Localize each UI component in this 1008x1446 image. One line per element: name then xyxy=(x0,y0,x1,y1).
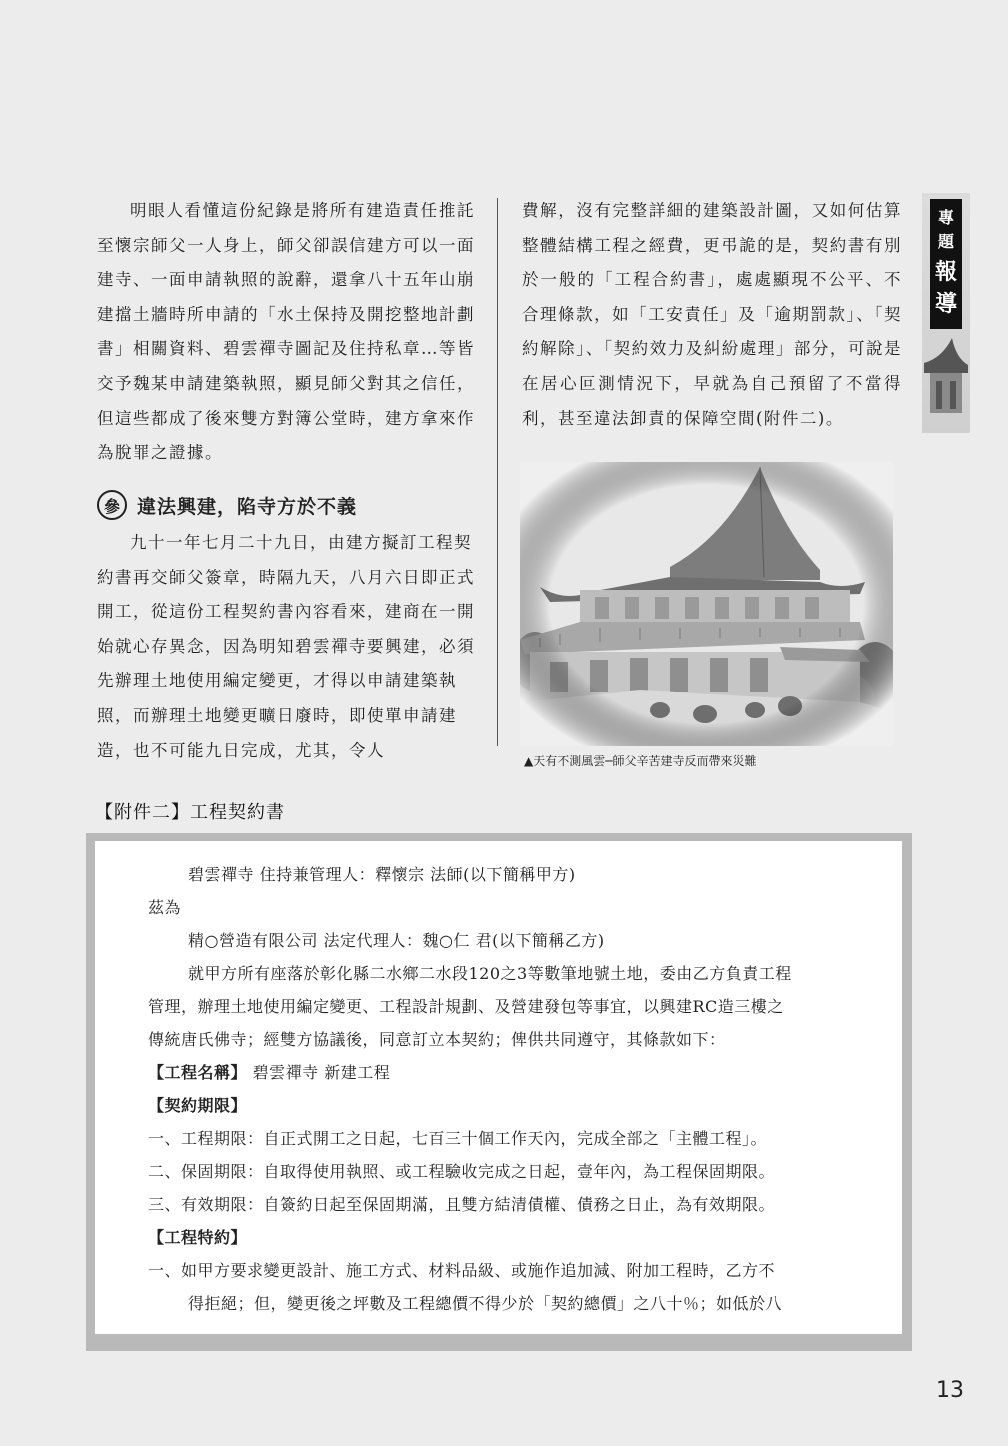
side-tab-char-3: 報 xyxy=(934,259,957,285)
contract-line: 茲為 xyxy=(148,898,182,917)
contract-clause: 二、保固期限：自取得使用執照、或工程驗收完成之日起，壹年內，為工程保固期限。 xyxy=(148,1162,776,1181)
contract-special-label: 【工程特約】 xyxy=(148,1228,248,1247)
contract-name-row xyxy=(148,1056,868,1089)
contract-name-value: 碧雲禪寺 新建工程 xyxy=(252,1063,391,1082)
contract-line: 管理，辦理土地使用編定變更、工程設計規劃、及營建發包等事宜，以興建RC造三樓之 xyxy=(148,997,784,1016)
side-tab-char-2: 題 xyxy=(937,232,954,251)
section-number-badge: 參 xyxy=(97,490,127,520)
pavilion-icon xyxy=(922,333,970,433)
contract-clause-continued: 得拒絕；但，變更後之坪數及工程總價不得少於「契約總價」之八十％；如低於八 xyxy=(188,1294,783,1313)
left-column-text xyxy=(97,194,475,471)
contract-line: 就甲方所有座落於彰化縣二水鄉二水段120之3等數筆地號土地，委由乙方負責工程 xyxy=(188,964,792,983)
contract-clause: 一、如甲方要求變更設計、施工方式、材料品級、或施作追加減、附加工程時，乙方不 xyxy=(148,1261,776,1280)
contract-clause: 一、工程期限：自正式開工之日起，七百三十個工作天內，完成全部之「主體工程」。 xyxy=(148,1129,768,1148)
contract-line: 傳統唐氏佛寺；經雙方協議後，同意訂立本契約；俾供共同遵守，其條款如下： xyxy=(148,1030,726,1049)
temple-photo xyxy=(520,462,893,746)
section-title: 違法興建，陷寺方於不義 xyxy=(137,495,358,518)
contract-clause: 三、有效期限：自簽約日起至保固期滿，且雙方結清債權、債務之日止，為有效期限。 xyxy=(148,1195,776,1214)
section-heading xyxy=(97,487,475,523)
photo-caption: ▲天有不測風雲─師父辛苦建寺反而帶來災難 xyxy=(524,754,757,768)
section-body xyxy=(97,526,475,768)
attachment-heading: 【附件二】工程契約書 xyxy=(95,802,285,823)
page-number: 13 xyxy=(936,1378,964,1403)
contract-name-label: 【工程名稱】 xyxy=(148,1063,248,1082)
paragraph-left: 明眼人看懂這份紀錄是將所有建造責任推託至懷宗師父一人身上，師父卻誤信建方可以一面建寺、一面申請執照的說辭，還拿八十五年山崩建擋土牆時所申請的「水土保持及開挖整地計劃書」相關資料、碧雲禪寺圖記及住持私章…等皆交予魏某申請建築執照，顯見師父對其之信任，但這些都成了後來雙方對簿公堂時，建方拿來作為脫罪之證據。 xyxy=(97,201,475,463)
contract-period-label: 【契約期限】 xyxy=(148,1096,248,1115)
side-tab-char-4: 導 xyxy=(934,291,957,317)
contract-text xyxy=(148,858,868,1320)
temple-illustration xyxy=(520,462,893,746)
column-divider xyxy=(497,198,498,746)
right-column-text xyxy=(522,194,902,436)
side-tab xyxy=(922,193,970,433)
contract-party-a: 碧雲禪寺 住持兼管理人：釋懷宗 法師(以下簡稱甲方) xyxy=(188,865,576,884)
paragraph-section3: 九十一年七月二十九日，由建方擬訂工程契約書再交師父簽章，時隔九天，八月六日即正式開工，從這份工程契約書內容看來，建商在一開始就心存異念，因為明知碧雲禪寺要興建，必須先辦理土地使用編定變更，才得以申請建築執照，而辦理土地變更曠日廢時，即使單申請建造，也不可能九日完成，尤其，令人 xyxy=(97,533,475,760)
paragraph-right: 費解，沒有完整詳細的建築設計圖，又如何估算整體結構工程之經費，更弔詭的是，契約書有別於一般的「工程合約書」，處處顯現不公平、不合理條款，如「工安責任」及「逾期罰款」、「契約解除」、「契約效力及糾紛處理」部分，可說是在居心叵測情況下，早就為自己預留了不當得利，甚至違法卸責的保障空間(附件二)。 xyxy=(522,201,902,428)
side-tab-char-1: 專 xyxy=(937,208,954,227)
contract-party-b: 精○營造有限公司 法定代理人：魏○仁 君(以下簡稱乙方) xyxy=(188,931,605,950)
